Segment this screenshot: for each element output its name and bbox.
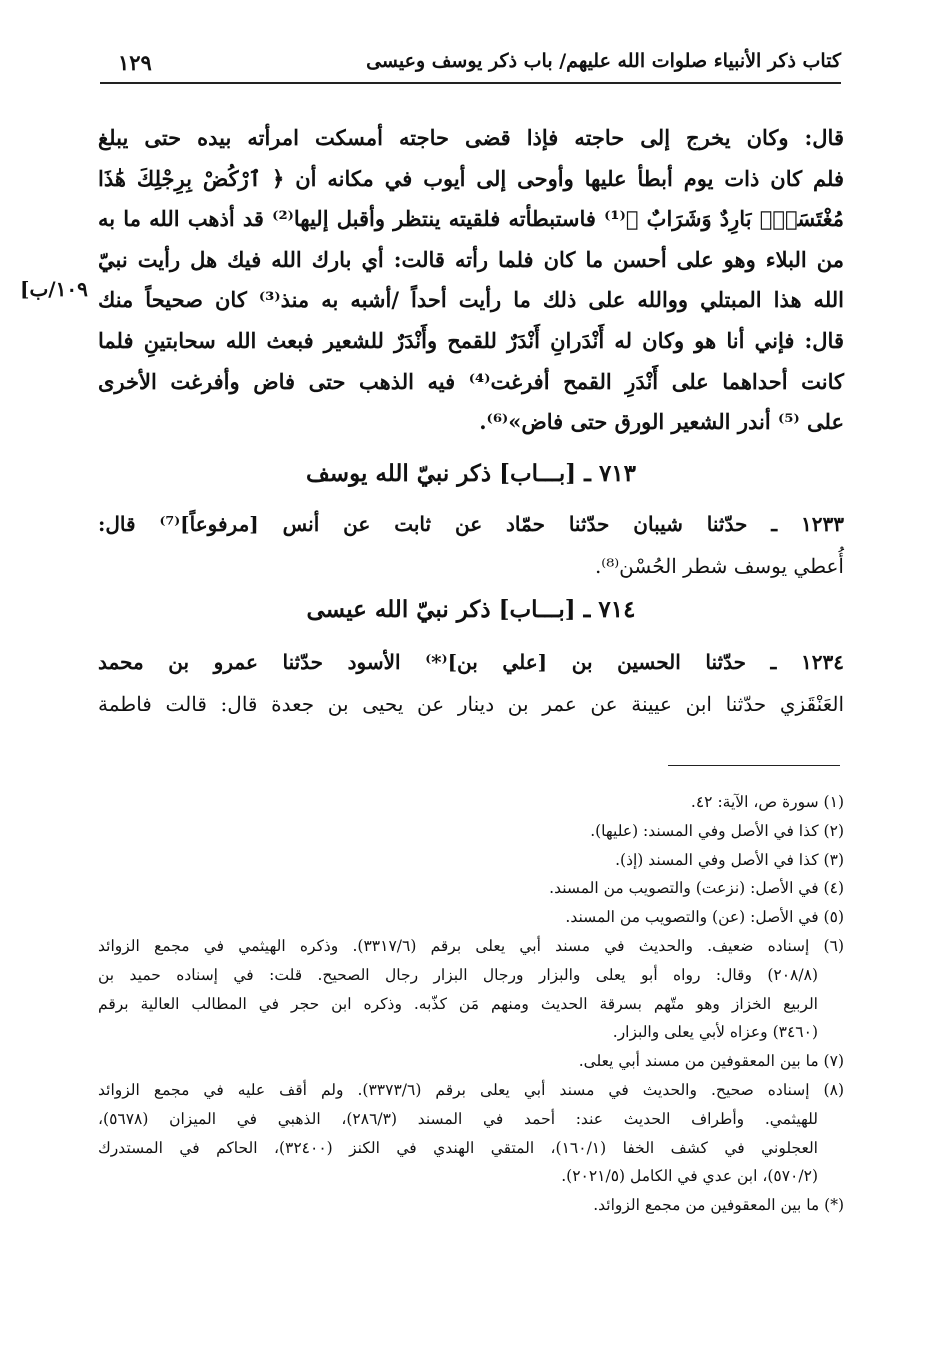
text-line: فلم كان ذات يوم أبطأ عليها وأوحى إلى أيوب في مكانه أن ﴿ ٱرْكُضْ بِرِجْلِكَ هَٰذَا [98, 165, 844, 191]
page-header [100, 50, 841, 84]
footnote-rule [668, 765, 840, 766]
hadith-line [98, 503, 844, 545]
footnote: (١) سورة ص، الآية: ٤٢. [690, 793, 844, 811]
header-rule [100, 82, 841, 84]
hadith-line [98, 683, 844, 725]
page-number: ١٢٩ [118, 50, 152, 75]
footnote: (٧) ما بين المعقوفين من مسند أبي يعلى. [578, 1052, 844, 1071]
text-line: على ⁽⁵⁾ أندر الشعير الورق حتى فاض»⁽⁶⁾. [479, 409, 844, 435]
hadith-text: العَنْقَزي حدّثنا ابن عيينة عن عمر بن دينار عن يحيى بن جعدة قال: قالت فاطمة [98, 692, 844, 716]
text-line: من البلاء وهو على أحسن ما كان فلما رأته قالت: أي بارك الله فيك هل رأيت نبيّ [98, 246, 844, 272]
hadith-text: ١٢٣٤ ـ حدّثنا الحسين بن [علي بن]⁽*⁾ الأسود حدّثنا عمرو بن محمد [98, 650, 844, 674]
footnote: (٥) في الأصل: (عن) والتصويب من المسند. [565, 908, 844, 927]
hadith-line [98, 641, 844, 683]
footnotes [98, 788, 844, 1220]
text-line: مُغْتَسَلٌۢ بَارِدٌ وَشَرَابٌ ﴾⁽¹⁾ فاستبطأته فلقيته ينتظر وأقبل إليها⁽²⁾ قد أذهب الله ما به [98, 206, 845, 232]
text-line: قال: فإني أنا هو وكان له أَنْدَرانِ أَنْدَرٌ للقمح وأَنْدَرٌ للشعير فبعث الله سحابتينِ فلما [98, 327, 844, 353]
footnote-continuation: (٢٠٨/٨) وقال: رواه أبو يعلى والبزار ورجال البزار رجال الصحيح. قلت: في إسناده حميد بن [98, 965, 818, 984]
footnote: (٣) كذا في الأصل وفي المسند (إذ). [615, 850, 844, 869]
text-line: الله هذا المبتلي ووالله على ذلك ما رأيت أحداً /أشبه به منذ⁽³⁾ كان صحيحاً منك [98, 287, 845, 313]
footnote-continuation: الربيع الخزاز وهو متّهم بسرقة الحديث ومنهم مَن كذّبه. وذكره ابن حجر في المطالب العالية برقم [98, 994, 818, 1013]
margin-folio-note: [١٠٩/ب [20, 277, 88, 301]
footnote: (*) ما بين المعقوفين من مجمع الزوائد. [593, 1196, 844, 1215]
footnote: (٦) إسناده ضعيف. والحديث في مسند أبي يعلى برقم (٣٣١٧/٦). وذكره الهيثمي في مجمع الزوائد [98, 936, 844, 955]
text-line: كانت أحداهما على أَنْدَرِ القمح أفرغت⁽⁴⁾ فيه الذهب حتى فاض وأفرغت الأخرى [98, 368, 845, 394]
text-line: قال: وكان يخرج إلى حاجته فإذا قضى حاجته أمسكت امرأته بيده حتى يبلغ [98, 125, 844, 150]
hadith-text: أُعطي يوسف شطر الحُسْن⁽⁸⁾. [594, 554, 844, 578]
running-title: كتاب ذكر الأنبياء صلوات الله عليهم/ باب ذكر يوسف وعيسى [366, 50, 841, 72]
hadith-line [98, 545, 844, 587]
hadith-1233 [98, 503, 844, 587]
footnote-continuation: (٣٤٦٠) وعزاه لأبي يعلى والبزار. [612, 1023, 818, 1042]
chapter-heading-isa: ٧١٤ ـ [بـــاب] ذكر نبيّ الله عيسى [306, 596, 636, 623]
footnote-continuation: (٥٧٠/٢)، ابن عدي في الكامل (٢٠٢١/٥). [561, 1167, 818, 1186]
main-text [98, 118, 844, 443]
footnote: (٨) إسناده صحيح. والحديث في مسند أبي يعلى برقم (٣٣٧٣/٦). ولم أقف عليه في مجمع الزوائد [98, 1080, 844, 1099]
footnote-continuation: العجلوني في كشف الخفا (١٦٠/١)، المتقي الهندي في الكنز (٣٢٤٠٠)، الحاكم في المستدرك [98, 1138, 818, 1157]
hadith-text: ١٢٣٣ ـ حدّثنا شيبان حدّثنا حمّاد عن ثابت عن أنس [مرفوعاً]⁽⁷⁾ قال: [98, 512, 844, 536]
footnote-continuation: للهيثمي. وأطراف الحديث عند: أحمد في المسند (٢٨٦/٣)، الذهبي في الميزان (٥٦٧٨)، [98, 1109, 818, 1128]
hadith-1234 [98, 641, 844, 725]
footnote: (٢) كذا في الأصل وفي المسند: (عليها). [590, 821, 844, 840]
chapter-heading-yusuf: ٧١٣ ـ [بـــاب] ذكر نبيّ الله يوسف [306, 460, 636, 487]
footnote: (٤) في الأصل: (نزعت) والتصويب من المسند. [549, 879, 844, 898]
